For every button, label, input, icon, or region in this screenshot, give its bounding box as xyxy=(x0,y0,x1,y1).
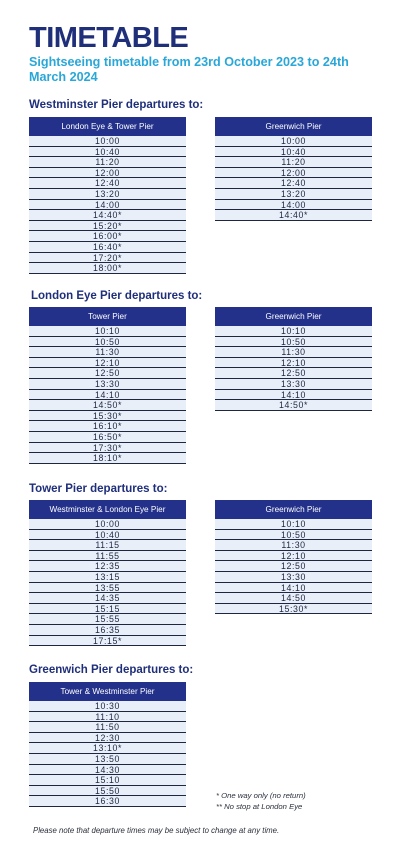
departure-time: 10:00 xyxy=(29,519,186,530)
departure-time: 12:10 xyxy=(29,358,186,369)
departure-time: 11:50 xyxy=(29,722,186,733)
footnote-no-stop: ** No stop at London Eye xyxy=(216,802,303,811)
table-london-eye-tower xyxy=(29,307,186,464)
departure-time: 10:00 xyxy=(215,136,372,147)
departure-time: 15:20* xyxy=(29,221,186,232)
table-tower-greenwich xyxy=(215,500,372,614)
departure-time: 11:30 xyxy=(215,540,372,551)
departure-time: 14:00 xyxy=(29,200,186,211)
departure-time: 14:10 xyxy=(29,390,186,401)
table-london-eye-greenwich xyxy=(215,307,372,411)
table-westminster-london-eye-tower xyxy=(29,117,186,274)
footnote-one-way: * One way only (no return) xyxy=(216,791,306,800)
departure-time: 10:50 xyxy=(29,337,186,348)
departure-time: 14:40* xyxy=(215,210,372,221)
departure-time: 12:10 xyxy=(215,358,372,369)
section-heading-greenwich: Greenwich Pier departures to: xyxy=(29,664,194,676)
departure-time: 17:30* xyxy=(29,443,186,454)
departure-time: 10:10 xyxy=(215,326,372,337)
departure-time: 13:50 xyxy=(29,754,186,765)
departure-time: 15:10 xyxy=(29,775,186,786)
departure-time: 12:10 xyxy=(215,551,372,562)
departure-time: 14:50* xyxy=(215,400,372,411)
departure-time: 12:40 xyxy=(215,178,372,189)
departure-time: 14:10 xyxy=(215,390,372,401)
departure-time: 18:10* xyxy=(29,453,186,464)
departure-time: 12:40 xyxy=(29,178,186,189)
departure-time: 16:40* xyxy=(29,242,186,253)
departure-time: 14:35 xyxy=(29,593,186,604)
departure-time: 11:30 xyxy=(29,347,186,358)
departure-time: 13:15 xyxy=(29,572,186,583)
departure-time: 15:30* xyxy=(215,604,372,615)
departure-time: 12:35 xyxy=(29,561,186,572)
departure-time: 18:00* xyxy=(29,263,186,274)
departure-time: 10:50 xyxy=(215,337,372,348)
table-westminster-greenwich xyxy=(215,117,372,221)
departure-time: 13:20 xyxy=(215,189,372,200)
departure-time: 11:20 xyxy=(29,157,186,168)
departure-time: 11:20 xyxy=(215,157,372,168)
departure-time: 12:50 xyxy=(29,368,186,379)
departure-time: 17:20* xyxy=(29,253,186,264)
departure-time: 11:30 xyxy=(215,347,372,358)
departure-time: 10:00 xyxy=(29,136,186,147)
table-header: Greenwich Pier xyxy=(215,500,372,519)
table-header: Tower Pier xyxy=(29,307,186,326)
departure-time: 16:30 xyxy=(29,796,186,807)
departure-time: 15:50 xyxy=(29,786,186,797)
departure-time: 15:15 xyxy=(29,604,186,615)
departure-time: 12:50 xyxy=(215,368,372,379)
departure-time: 13:30 xyxy=(29,379,186,390)
departure-time: 14:10 xyxy=(215,583,372,594)
departure-time: 15:55 xyxy=(29,614,186,625)
page-title: TIMETABLE xyxy=(29,22,189,54)
departure-time: 14:50* xyxy=(29,400,186,411)
departure-time: 16:10* xyxy=(29,421,186,432)
departure-time: 16:50* xyxy=(29,432,186,443)
section-heading-london-eye: London Eye Pier departures to: xyxy=(31,290,203,302)
departure-time: 10:10 xyxy=(29,326,186,337)
departure-time: 14:00 xyxy=(215,200,372,211)
departure-time: 10:50 xyxy=(215,530,372,541)
footnotes xyxy=(216,790,306,812)
departure-time: 10:40 xyxy=(29,530,186,541)
departure-time: 13:20 xyxy=(29,189,186,200)
table-header: Westminster & London Eye Pier xyxy=(29,500,186,519)
departure-time: 12:00 xyxy=(215,168,372,179)
section-heading-tower: Tower Pier departures to: xyxy=(29,483,168,495)
table-header: Greenwich Pier xyxy=(215,307,372,326)
table-greenwich-tower-westminster xyxy=(29,682,186,807)
departure-time: 16:35 xyxy=(29,625,186,636)
departure-time: 16:00* xyxy=(29,231,186,242)
departure-time: 10:40 xyxy=(29,147,186,158)
departure-time: 10:40 xyxy=(215,147,372,158)
table-tower-westminster-london-eye xyxy=(29,500,186,646)
departure-time: 15:30* xyxy=(29,411,186,422)
departure-time: 11:10 xyxy=(29,712,186,723)
departure-time: 12:50 xyxy=(215,561,372,572)
departure-time: 12:00 xyxy=(29,168,186,179)
departure-time: 13:10* xyxy=(29,743,186,754)
disclaimer: Please note that departure times may be subject to change at any time. xyxy=(33,826,280,835)
departure-time: 13:30 xyxy=(215,572,372,583)
timetable-subtitle: Sightseeing timetable from 23rd October 2023 to 24th March 2024 xyxy=(29,55,349,84)
departure-time: 10:10 xyxy=(215,519,372,530)
table-header: Greenwich Pier xyxy=(215,117,372,136)
departure-time: 13:30 xyxy=(215,379,372,390)
departure-time: 11:15 xyxy=(29,540,186,551)
table-header: London Eye & Tower Pier xyxy=(29,117,186,136)
departure-time: 14:30 xyxy=(29,765,186,776)
departure-time: 12:30 xyxy=(29,733,186,744)
departure-time: 11:55 xyxy=(29,551,186,562)
departure-time: 10:30 xyxy=(29,701,186,712)
section-heading-westminster: Westminster Pier departures to: xyxy=(29,99,204,111)
departure-time: 17:15* xyxy=(29,636,186,647)
departure-time: 13:55 xyxy=(29,583,186,594)
table-header: Tower & Westminster Pier xyxy=(29,682,186,701)
departure-time: 14:50 xyxy=(215,593,372,604)
departure-time: 14:40* xyxy=(29,210,186,221)
